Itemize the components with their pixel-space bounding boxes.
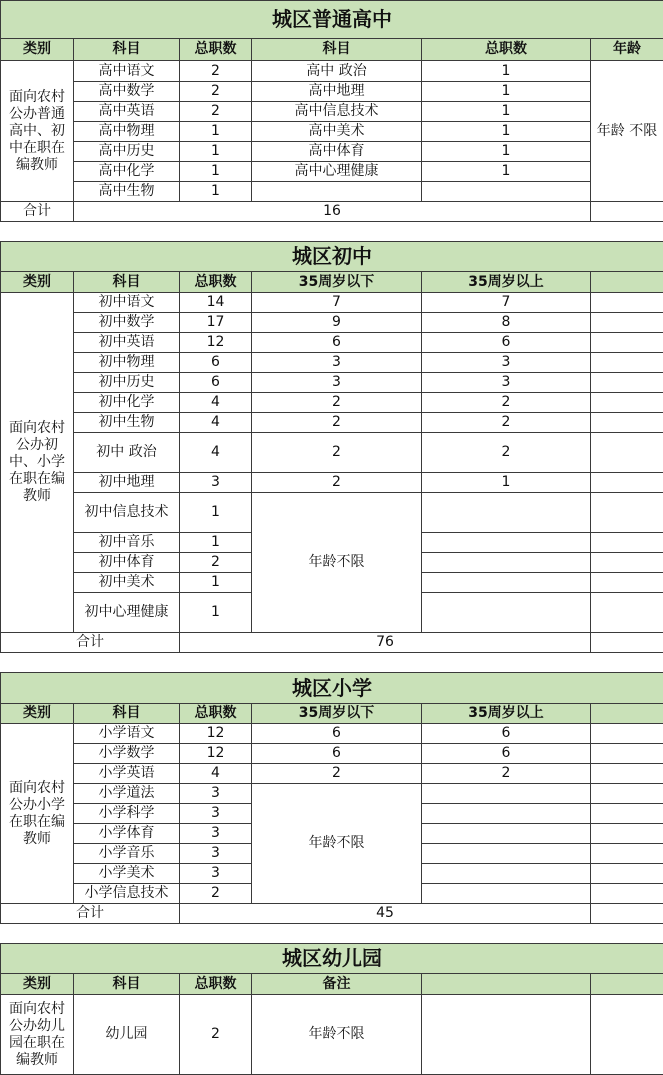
empty-cell bbox=[590, 883, 663, 904]
subject-cell: 初中语文 bbox=[73, 292, 180, 313]
subject-cell: 小学科学 bbox=[73, 803, 180, 824]
subject-cell: 高中地理 bbox=[251, 81, 422, 102]
subject-cell: 高中信息技术 bbox=[251, 101, 422, 122]
empty-cell bbox=[590, 332, 663, 353]
count-cell: 4 bbox=[179, 412, 252, 433]
subject-cell: 初中信息技术 bbox=[73, 492, 180, 533]
column-header: 类别 bbox=[0, 38, 74, 61]
under35-cell: 2 bbox=[251, 472, 422, 493]
count-cell: 3 bbox=[179, 803, 252, 824]
subject-cell: 高中英语 bbox=[73, 101, 180, 122]
subject-cell: 高中历史 bbox=[73, 141, 180, 162]
subject-cell: 高中语文 bbox=[73, 60, 180, 82]
over35-cell: 2 bbox=[421, 432, 591, 473]
under35-cell: 6 bbox=[251, 723, 422, 744]
count-cell: 1 bbox=[179, 592, 252, 633]
age-note-middle: 年龄不限 bbox=[251, 492, 422, 633]
count-cell: 17 bbox=[179, 312, 252, 333]
column-header: 35周岁以下 bbox=[251, 271, 422, 293]
column-header: 科目 bbox=[73, 973, 180, 995]
subject-cell: 初中化学 bbox=[73, 392, 180, 413]
column-header: 科目 bbox=[73, 271, 180, 293]
empty-cell bbox=[590, 352, 663, 373]
category-primary: 面向农村公办小学在职在编教师 bbox=[0, 723, 74, 904]
column-header: 35周岁以上 bbox=[421, 271, 591, 293]
subject-cell: 初中生物 bbox=[73, 412, 180, 433]
subject-cell: 小学语文 bbox=[73, 723, 180, 744]
count-cell: 3 bbox=[179, 863, 252, 884]
count-cell: 1 bbox=[179, 181, 252, 202]
count-cell: 2 bbox=[179, 883, 252, 904]
section-title-kindergarten: 城区幼儿园 bbox=[0, 943, 663, 974]
empty-cell bbox=[590, 994, 663, 1075]
empty-cell bbox=[590, 552, 663, 573]
count-cell: 1 bbox=[421, 81, 591, 102]
section-title-middle: 城区初中 bbox=[0, 241, 663, 272]
subject-cell: 初中地理 bbox=[73, 472, 180, 493]
empty-cell bbox=[421, 181, 591, 202]
count-cell: 1 bbox=[421, 101, 591, 122]
count-cell: 1 bbox=[179, 161, 252, 182]
empty-cell bbox=[590, 201, 663, 222]
empty-cell bbox=[590, 472, 663, 493]
count-cell: 1 bbox=[421, 141, 591, 162]
count-cell: 1 bbox=[421, 161, 591, 182]
age-note-high: 年龄 不限 bbox=[590, 60, 663, 202]
over35-cell: 8 bbox=[421, 312, 591, 333]
empty-cell bbox=[590, 763, 663, 784]
column-header: 类别 bbox=[0, 703, 74, 724]
category-middle: 面向农村公办初中、小学在职在编教师 bbox=[0, 292, 74, 633]
count-cell: 6 bbox=[179, 352, 252, 373]
subject-cell: 小学美术 bbox=[73, 863, 180, 884]
count-cell: 2 bbox=[179, 60, 252, 82]
count-cell: 6 bbox=[179, 372, 252, 393]
empty-cell bbox=[421, 592, 591, 633]
empty-cell bbox=[421, 552, 591, 573]
column-header: 总职数 bbox=[179, 38, 252, 61]
count-cell: 2 bbox=[179, 101, 252, 122]
subject-cell: 小学道法 bbox=[73, 783, 180, 804]
empty-header-cell bbox=[421, 973, 591, 995]
empty-cell bbox=[421, 492, 591, 533]
subject-cell: 初中 政治 bbox=[73, 432, 180, 473]
under35-cell: 2 bbox=[251, 412, 422, 433]
over35-cell: 2 bbox=[421, 392, 591, 413]
column-header: 年龄 bbox=[590, 38, 663, 61]
empty-cell bbox=[590, 592, 663, 633]
section-spacer bbox=[0, 923, 663, 943]
count-cell: 4 bbox=[179, 432, 252, 473]
count-cell: 14 bbox=[179, 292, 252, 313]
column-header: 备注 bbox=[251, 973, 422, 995]
total-label: 合计 bbox=[0, 903, 180, 924]
column-header: 35周岁以下 bbox=[251, 703, 422, 724]
empty-cell bbox=[421, 572, 591, 593]
empty-cell bbox=[421, 863, 591, 884]
count-cell: 2 bbox=[179, 552, 252, 573]
subject-cell: 小学体育 bbox=[73, 823, 180, 844]
count-cell: 3 bbox=[179, 823, 252, 844]
empty-cell bbox=[590, 572, 663, 593]
subject-cell: 小学信息技术 bbox=[73, 883, 180, 904]
empty-cell bbox=[590, 632, 663, 653]
column-header: 科目 bbox=[73, 38, 180, 61]
empty-cell bbox=[590, 803, 663, 824]
column-header: 类别 bbox=[0, 271, 74, 293]
subject-cell: 小学数学 bbox=[73, 743, 180, 764]
section-title-primary: 城区小学 bbox=[0, 672, 663, 704]
empty-cell bbox=[590, 783, 663, 804]
empty-cell bbox=[251, 181, 422, 202]
over35-cell: 1 bbox=[421, 472, 591, 493]
count-cell: 2 bbox=[179, 81, 252, 102]
subject-cell: 初中物理 bbox=[73, 352, 180, 373]
count-cell: 1 bbox=[179, 532, 252, 553]
count-cell: 1 bbox=[421, 60, 591, 82]
over35-cell: 3 bbox=[421, 372, 591, 393]
empty-cell bbox=[590, 743, 663, 764]
total-value-primary: 45 bbox=[179, 903, 591, 924]
under35-cell: 2 bbox=[251, 432, 422, 473]
over35-cell: 6 bbox=[421, 743, 591, 764]
category-kindergarten: 面向农村公办幼儿园在职在编教师 bbox=[0, 994, 74, 1075]
empty-cell bbox=[590, 312, 663, 333]
subject-cell: 高中化学 bbox=[73, 161, 180, 182]
subject-cell: 高中生物 bbox=[73, 181, 180, 202]
column-header: 科目 bbox=[73, 703, 180, 724]
empty-cell bbox=[590, 903, 663, 924]
under35-cell: 3 bbox=[251, 372, 422, 393]
section-spacer bbox=[0, 652, 663, 672]
subject-cell: 初中音乐 bbox=[73, 532, 180, 553]
age-note-primary: 年龄不限 bbox=[251, 783, 422, 904]
empty-cell bbox=[590, 532, 663, 553]
count-cell: 2 bbox=[179, 994, 252, 1075]
empty-cell bbox=[590, 412, 663, 433]
empty-cell bbox=[590, 863, 663, 884]
under35-cell: 6 bbox=[251, 743, 422, 764]
empty-cell bbox=[590, 723, 663, 744]
subject-cell: 小学音乐 bbox=[73, 843, 180, 864]
subject-cell: 初中数学 bbox=[73, 312, 180, 333]
count-cell: 4 bbox=[179, 763, 252, 784]
count-cell: 1 bbox=[179, 492, 252, 533]
subject-cell: 高中心理健康 bbox=[251, 161, 422, 182]
under35-cell: 7 bbox=[251, 292, 422, 313]
over35-cell: 6 bbox=[421, 332, 591, 353]
under35-cell: 6 bbox=[251, 332, 422, 353]
total-value-high: 16 bbox=[73, 201, 591, 222]
under35-cell: 3 bbox=[251, 352, 422, 373]
empty-header-cell bbox=[590, 271, 663, 293]
empty-cell bbox=[421, 803, 591, 824]
column-header: 总职数 bbox=[179, 271, 252, 293]
subject-cell: 初中心理健康 bbox=[73, 592, 180, 633]
empty-header-cell bbox=[590, 973, 663, 995]
empty-header-cell bbox=[590, 703, 663, 724]
subject-cell: 初中体育 bbox=[73, 552, 180, 573]
under35-cell: 9 bbox=[251, 312, 422, 333]
over35-cell: 7 bbox=[421, 292, 591, 313]
empty-cell bbox=[590, 492, 663, 533]
empty-cell bbox=[421, 843, 591, 864]
count-cell: 3 bbox=[179, 783, 252, 804]
subject-cell: 高中 政治 bbox=[251, 60, 422, 82]
under35-cell: 2 bbox=[251, 392, 422, 413]
empty-cell bbox=[590, 823, 663, 844]
under35-cell: 2 bbox=[251, 763, 422, 784]
empty-cell bbox=[421, 883, 591, 904]
subject-cell: 初中英语 bbox=[73, 332, 180, 353]
subject-cell: 高中美术 bbox=[251, 121, 422, 142]
subject-cell: 高中体育 bbox=[251, 141, 422, 162]
column-header: 科目 bbox=[251, 38, 422, 61]
column-header: 类别 bbox=[0, 973, 74, 995]
total-label: 合计 bbox=[0, 632, 180, 653]
empty-cell bbox=[421, 783, 591, 804]
over35-cell: 2 bbox=[421, 412, 591, 433]
section-title-high: 城区普通高中 bbox=[0, 0, 663, 39]
empty-cell bbox=[421, 823, 591, 844]
count-cell: 1 bbox=[179, 141, 252, 162]
note-cell: 年龄不限 bbox=[251, 994, 422, 1075]
total-value-middle: 76 bbox=[179, 632, 591, 653]
count-cell: 1 bbox=[179, 121, 252, 142]
subject-cell: 幼儿园 bbox=[73, 994, 180, 1075]
empty-cell bbox=[590, 392, 663, 413]
section-spacer bbox=[0, 221, 663, 241]
empty-cell bbox=[590, 292, 663, 313]
empty-cell bbox=[590, 432, 663, 473]
count-cell: 12 bbox=[179, 723, 252, 744]
subject-cell: 初中历史 bbox=[73, 372, 180, 393]
count-cell: 12 bbox=[179, 332, 252, 353]
count-cell: 4 bbox=[179, 392, 252, 413]
category-high: 面向农村公办普通高中、初中在职在编教师 bbox=[0, 60, 74, 202]
count-cell: 1 bbox=[179, 572, 252, 593]
over35-cell: 3 bbox=[421, 352, 591, 373]
empty-cell bbox=[421, 532, 591, 553]
subject-cell: 小学英语 bbox=[73, 763, 180, 784]
column-header: 35周岁以上 bbox=[421, 703, 591, 724]
empty-cell bbox=[590, 372, 663, 393]
count-cell: 3 bbox=[179, 843, 252, 864]
count-cell: 1 bbox=[421, 121, 591, 142]
subject-cell: 初中美术 bbox=[73, 572, 180, 593]
over35-cell: 6 bbox=[421, 723, 591, 744]
column-header: 总职数 bbox=[179, 703, 252, 724]
total-label: 合计 bbox=[0, 201, 74, 222]
over35-cell: 2 bbox=[421, 763, 591, 784]
subject-cell: 高中物理 bbox=[73, 121, 180, 142]
empty-cell bbox=[421, 994, 591, 1075]
column-header: 总职数 bbox=[179, 973, 252, 995]
count-cell: 3 bbox=[179, 472, 252, 493]
subject-cell: 高中数学 bbox=[73, 81, 180, 102]
column-header: 总职数 bbox=[421, 38, 591, 61]
count-cell: 12 bbox=[179, 743, 252, 764]
empty-cell bbox=[590, 843, 663, 864]
